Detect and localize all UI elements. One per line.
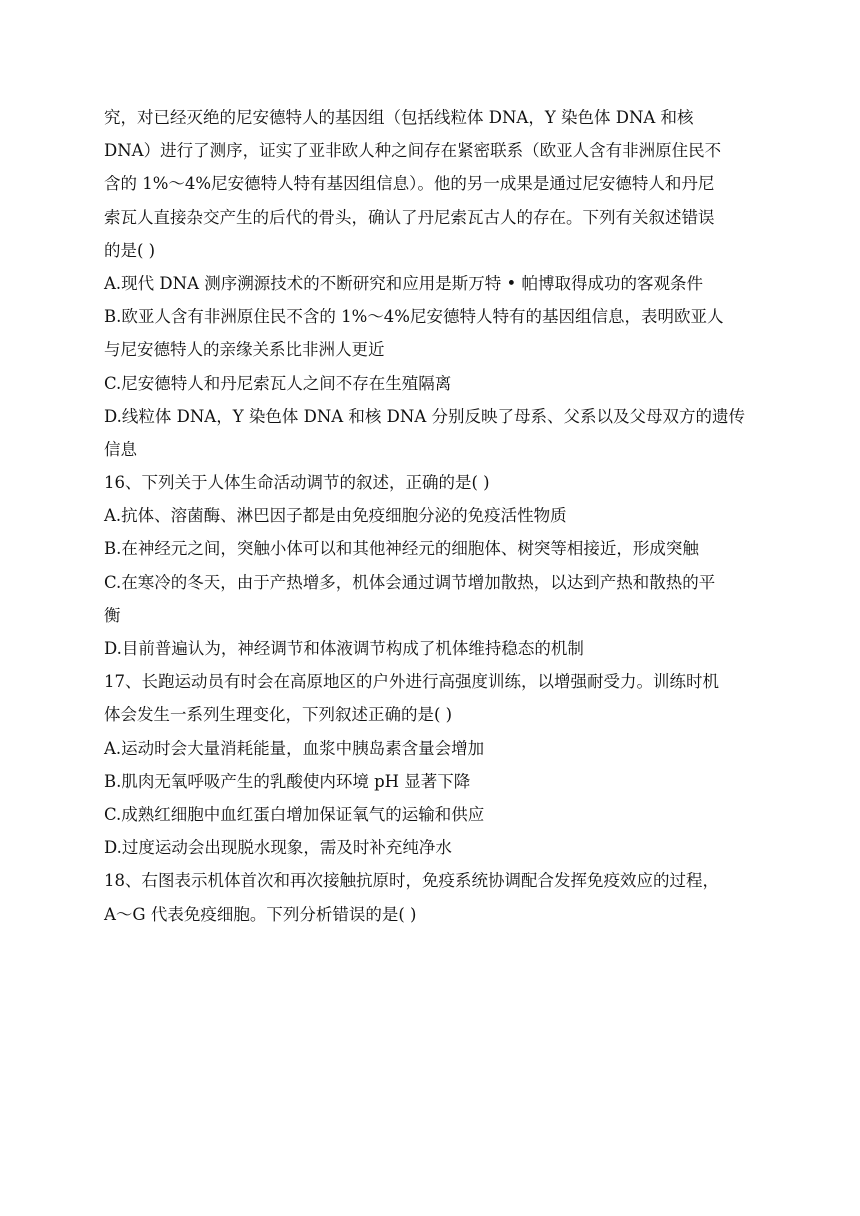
q16-option-b: B.在神经元之间，突触小体可以和其他神经元的细胞体、树突等相接近，形成突触 (104, 539, 699, 559)
q17-option-d: D.过度运动会出现脱水现象，需及时补充纯净水 (104, 838, 452, 858)
q16-option-c: C.在寒冷的冬天，由于产热增多，机体会通过调节增加散热，以达到产热和散热的平 (104, 572, 716, 592)
text-line: 究，对已经灭绝的尼安德特人的基因组（包括线粒体 DNA，Y 染色体 DNA 和核 (104, 108, 694, 127)
option-a-line: A.现代 DNA 测序溯源技术的不断研究和应用是斯万特 • 帕博取得成功的客观条件 (104, 273, 703, 293)
text-line: 含的 1%～4%尼安德特人特有基因组信息）。他的另一成果是通过尼安德特人和丹尼 (104, 174, 715, 194)
option-c-line: C.尼安德特人和丹尼索瓦人之间不存在生殖隔离 (104, 373, 452, 393)
question-text-block (104, 101, 756, 931)
q17-option-a: A.运动时会大量消耗能量，血浆中胰岛素含量会增加 (104, 738, 485, 758)
option-d-line: D.线粒体 DNA，Y 染色体 DNA 和核 DNA 分别反映了母系、父系以及父母双方的遗传 (104, 406, 745, 426)
option-b-line-cont: 与尼安德特人的亲缘关系比非洲人更近 (104, 340, 385, 360)
question-18-stem: 18、右图表示机体首次和再次接触抗原时，免疫系统协调配合发挥免疫效应的过程， (104, 871, 719, 891)
question-18-stem-cont: A～G 代表免疫细胞。下列分析错误的是( ) (104, 904, 417, 924)
q17-option-c: C.成熟红细胞中血红蛋白增加保证氧气的运输和供应 (104, 804, 485, 824)
q16-option-a: A.抗体、溶菌酶、淋巴因子都是由免疫细胞分泌的免疫活性物质 (104, 506, 567, 526)
text-line: DNA）进行了测序，证实了亚非欧人种之间存在紧密联系（欧亚人含有非洲原住民不 (104, 141, 722, 161)
option-d-line-cont: 信息 (104, 439, 137, 459)
q16-option-c-cont: 衡 (104, 605, 121, 625)
question-16-stem: 16、下列关于人体生命活动调节的叙述，正确的是( ) (104, 473, 490, 493)
question-17-stem-cont: 体会发生一系列生理变化，下列叙述正确的是( ) (104, 705, 453, 725)
text-line: 的是( ) (104, 240, 156, 260)
q17-option-b: B.肌肉无氧呼吸产生的乳酸使内环境 pH 显著下降 (104, 771, 471, 791)
option-b-line: B.欧亚人含有非洲原住民不含的 1%～4%尼安德特人特有的基因组信息，表明欧亚人 (104, 307, 724, 327)
text-line: 索瓦人直接杂交产生的后代的骨头，确认了丹尼索瓦古人的存在。下列有关叙述错误 (104, 207, 715, 227)
question-17-stem: 17、长跑运动员有时会在高原地区的户外进行高强度训练，以增强耐受力。训练时机 (104, 672, 719, 692)
q16-option-d: D.目前普遍认为，神经调节和体液调节构成了机体维持稳态的机制 (104, 639, 584, 658)
